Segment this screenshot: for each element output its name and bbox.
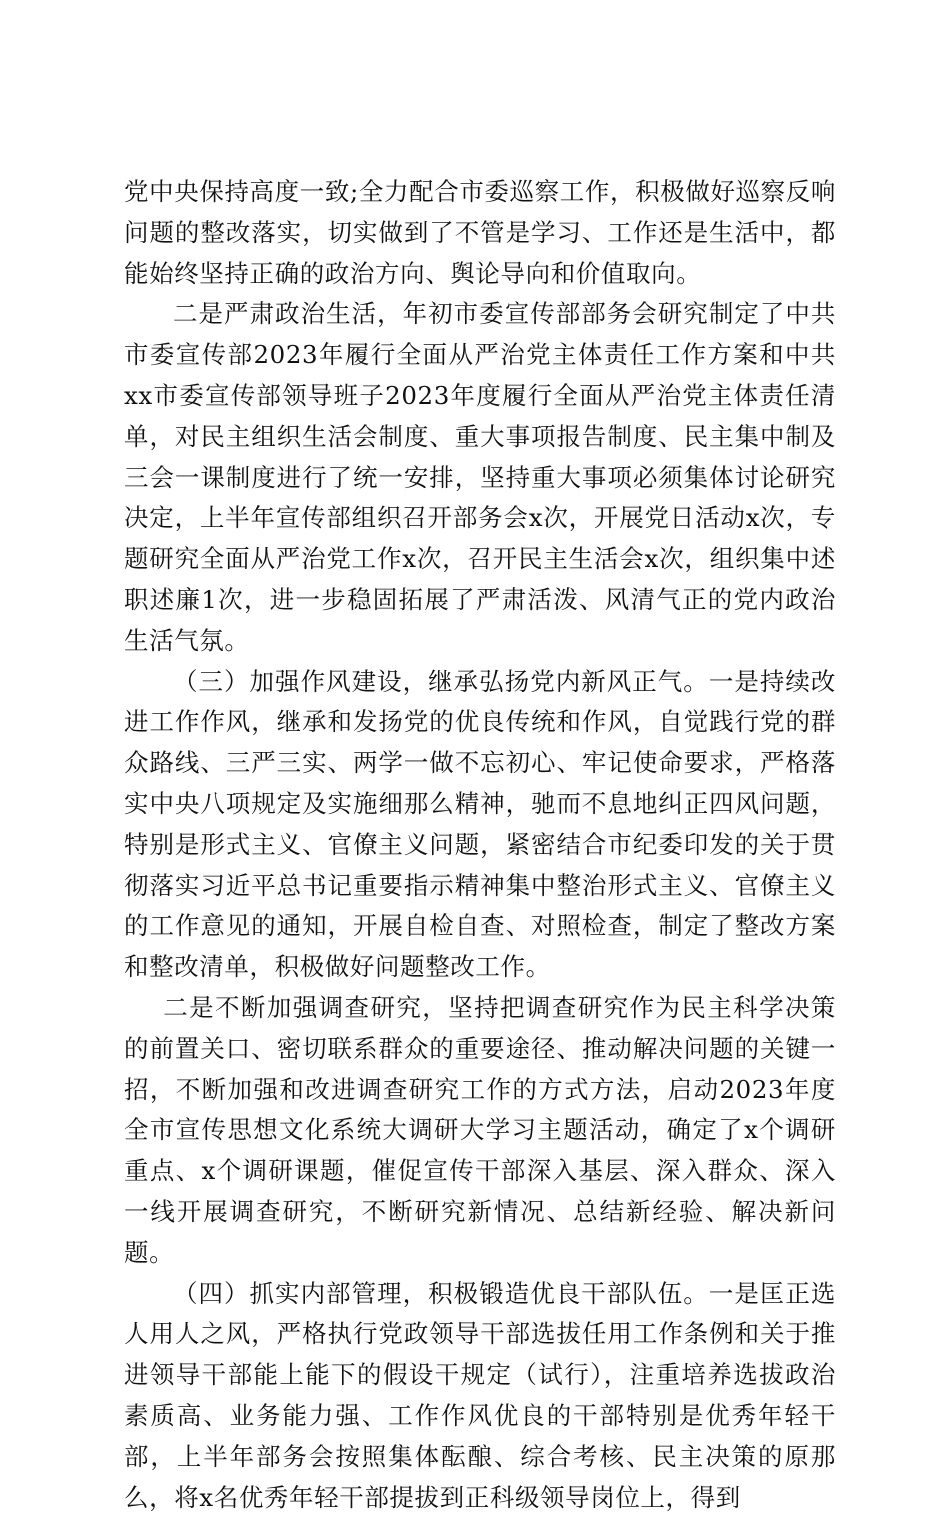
paragraph-research: 二是不断加强调查研究，坚持把调查研究作为民主科学决策的前置关口、密切联系群众的重要途径、推动解决问题的关键一招，不断加强和改进调查研究工作的方式方法，启动2023年度全市宣传思想文化系统大调研大学习主题活动，确定了x个调研重点、x个调研课题，催促宣传干部深入基层、深入群众、深入一线开展调查研究，不断研究新情况、总结新经验、解决新问题。 — [124, 992, 836, 1267]
document-body — [124, 172, 836, 1518]
paragraph-political-life: 二是严肃政治生活，年初市委宣传部部务会研究制定了中共市委宣传部2023年履行全面从严治党主体责任工作方案和中共xx市委宣传部领导班子2023年度履行全面从严治党主体责任清单，对民主组织生活会制度、重大事项报告制度、民主集中制及三会一课制度进行了统一安排，坚持重大事项必须集体讨论研究决定，上半年宣传部组织召开部务会x次，开展党日活动x次，专题研究全面从严治党工作x次，召开民主生活会x次，组织集中述职述廉1次，进一步稳固拓展了严肃活泼、风清气正的党内政治生活气氛。 — [124, 299, 836, 655]
paragraph-work-style: （三）加强作风建设，继承弘扬党内新风正气。一是持续改进工作作风，继承和发扬党的优良传统和作风，自觉践行党的群众路线、三严三实、两学一做不忘初心、牢记使命要求，严格落实中央八项规定及实施细那么精神，驰而不息地纠正四风问题，特别是形式主义、官僚主义问题，紧密结合市纪委印发的关于贯彻落实习近平总书记重要指示精神集中整治形式主义、官僚主义的工作意见的通知，开展自检自查、对照检查，制定了整改方案和整改清单，积极做好问题整改工作。 — [124, 666, 836, 982]
paragraph-internal-management: （四）抓实内部管理，积极锻造优良干部队伍。一是匡正选人用人之风，严格执行党政领导干部选拔任用工作条例和关于推进领导干部能上能下的假设干规定（试行），注重培养选拔政治素质高、业务能力强、工作作风优良的干部特别是优秀年轻干部，上半年部务会按照集体酝酿、综合考核、民主决策的原那么，将x名优秀年轻干部提拔到正科级领导岗位上，得到 — [124, 1278, 836, 1512]
paragraph-continuation: 党中央保持高度一致;全力配合市委巡察工作，积极做好巡察反响问题的整改落实，切实做到了不管是学习、工作还是生活中，都能始终坚持正确的政治方向、舆论导向和价值取向。 — [124, 177, 836, 288]
